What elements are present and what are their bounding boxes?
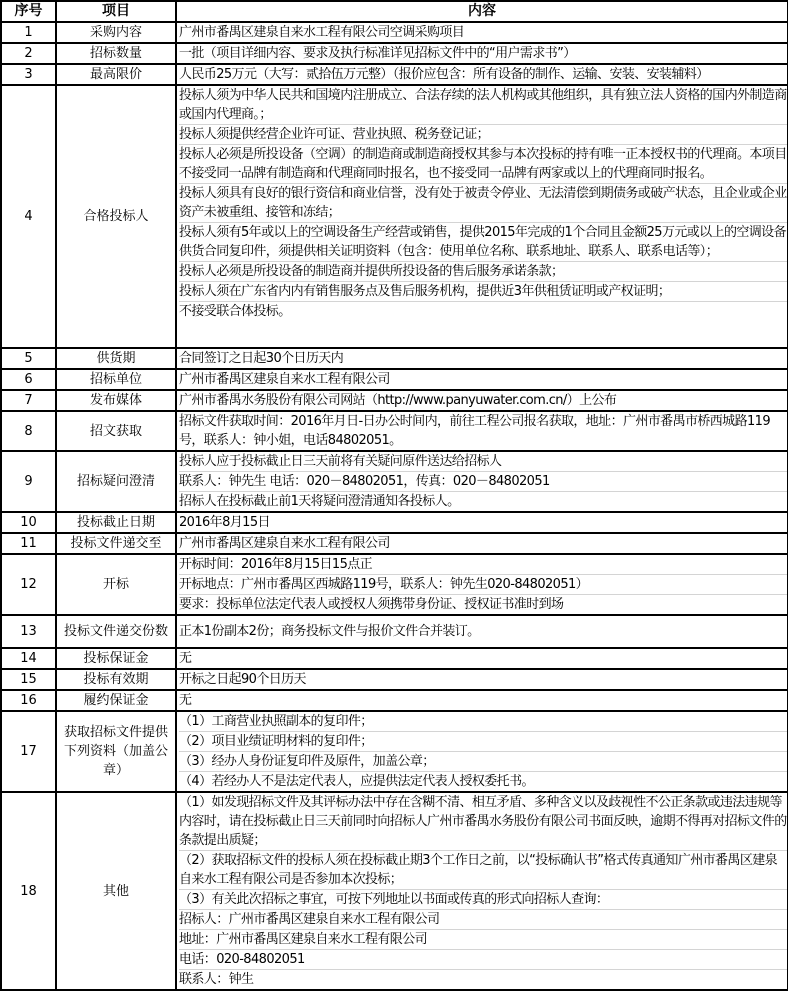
row-content <box>176 348 788 369</box>
table-header <box>1 1 788 22</box>
row-item: 投标保证金 <box>56 648 176 669</box>
content-paragraph: 电话：020-84802051 <box>179 950 787 970</box>
row-item: 获取招标文件提供下列资料（加盖公章） <box>56 711 176 792</box>
row-item: 招标数量 <box>56 43 176 64</box>
row-item: 发布媒体 <box>56 390 176 411</box>
row-content <box>176 43 788 64</box>
content-paragraph: 广州市番禺区建泉自来水工程有限公司 <box>179 536 390 551</box>
row-content <box>176 369 788 390</box>
row-number: 14 <box>1 648 56 669</box>
content-paragraph: 合同签订之日起30个日历天内 <box>179 351 344 366</box>
content-paragraph: 投标人应于投标截止日三天前将有关疑问原件送达给招标人 <box>179 452 787 472</box>
content-paragraph: （3）经办人身份证复印件及原件，加盖公章； <box>179 752 787 772</box>
table-row <box>1 411 788 451</box>
row-number: 1 <box>1 22 56 43</box>
row-content <box>176 64 788 85</box>
row-item: 采购内容 <box>56 22 176 43</box>
row-number: 9 <box>1 451 56 512</box>
content-paragraph: 联系人：钟先生 电话：020－84802051，传真：020－84802051 <box>179 472 787 492</box>
row-item: 投标有效期 <box>56 669 176 690</box>
table-row <box>1 390 788 411</box>
row-content <box>176 690 788 711</box>
row-item: 投标文件递交至 <box>56 533 176 554</box>
row-number: 2 <box>1 43 56 64</box>
content-paragraph: 联系人：钟生 <box>179 972 254 987</box>
row-content <box>176 554 788 615</box>
content-paragraph: 投标人须具有良好的银行资信和商业信誉，没有处于被责令停业、无法清偿到期债务或破产状态，且企业或企业资产未被重组、接管和冻结； <box>179 184 787 223</box>
table-row <box>1 85 788 348</box>
content-paragraph: 开标地点：广州市番禺区西城路119号，联系人：钟先生020-84802051） <box>179 575 787 595</box>
content-paragraph: 2016年8月15日 <box>179 515 270 530</box>
content-paragraph: 招标人在投标截止前1天将疑问澄清通知各投标人。 <box>179 494 460 509</box>
content-paragraph: 不接受联合体投标。 <box>179 304 291 319</box>
row-content <box>176 792 788 990</box>
row-number: 8 <box>1 411 56 451</box>
content-paragraph: 广州市番禺区建泉自来水工程有限公司空调采购项目 <box>179 25 465 40</box>
content-paragraph: 一批（项目详细内容、要求及执行标准详见招标文件中的“用户需求书”） <box>179 46 576 61</box>
row-item: 招标单位 <box>56 369 176 390</box>
content-paragraph: （4）若经办人不是法定代表人，应提供法定代表人授权委托书。 <box>179 774 534 789</box>
content-paragraph: 投标人须提供经营企业许可证、营业执照、税务登记证； <box>179 125 787 145</box>
header-item: 项目 <box>56 1 176 22</box>
row-item: 最高限价 <box>56 64 176 85</box>
row-item: 投标文件递交份数 <box>56 615 176 648</box>
content-paragraph: （1）如发现招标文件及其评标办法中存在含糊不清、相互矛盾、多种含义以及歧视性不公正条款或违法违规等内容时，请在投标截止日三天前同时向招标人广州市番禺水务股份有限公司书面反映，逾期不得再对招标文件的条款提出质疑； <box>179 793 787 851</box>
row-content <box>176 411 788 451</box>
content-paragraph: 投标人须在广东省内内有销售服务点及售后服务机构，提供近3年供租赁证明或产权证明； <box>179 282 787 302</box>
content-paragraph: 投标人须为中华人民共和国境内注册成立、合法存续的法人机构或其他组织，具有独立法人资格的国内外制造商或国内代理商。； <box>179 86 787 125</box>
row-item: 招标疑问澄清 <box>56 451 176 512</box>
table-row <box>1 512 788 533</box>
table-row <box>1 669 788 690</box>
table-row <box>1 533 788 554</box>
row-content <box>176 648 788 669</box>
header-content: 内容 <box>176 1 788 22</box>
content-paragraph: 正本1份副本2份；商务投标文件与报价文件合并装订。 <box>179 624 480 639</box>
row-content <box>176 711 788 792</box>
content-paragraph: 开标之日起90个日历天 <box>179 672 306 687</box>
content-paragraph: 招标人：广州市番禺区建泉自来水工程有限公司 <box>179 910 787 930</box>
table-row <box>1 648 788 669</box>
content-paragraph: 无 <box>179 651 192 666</box>
content-paragraph: （2）项目业绩证明材料的复印件； <box>179 732 787 752</box>
row-item: 履约保证金 <box>56 690 176 711</box>
row-number: 17 <box>1 711 56 792</box>
row-number: 10 <box>1 512 56 533</box>
table-row <box>1 22 788 43</box>
content-paragraph: 广州市番禺水务股份有限公司网站（http://www.panyuwater.com.cn/）上公布 <box>179 393 617 408</box>
content-paragraph: 要求：投标单位法定代表人或授权人须携带身份证、授权证书准时到场 <box>179 597 564 612</box>
row-number: 12 <box>1 554 56 615</box>
table-row <box>1 43 788 64</box>
content-paragraph: （2）获取招标文件的投标人须在投标截止期3个工作日之前，以“投标确认书”格式传真通知广州市番禺区建泉自来水工程有限公司是否参加本次投标； <box>179 851 787 890</box>
row-item: 招文获取 <box>56 411 176 451</box>
row-number: 7 <box>1 390 56 411</box>
row-number: 5 <box>1 348 56 369</box>
row-item: 合格投标人 <box>56 85 176 348</box>
row-item: 开标 <box>56 554 176 615</box>
content-paragraph: （3）有关此次招标之事宜，可按下列地址以书面或传真的形式向招标人查询： <box>179 890 787 910</box>
row-number: 18 <box>1 792 56 990</box>
row-item: 投标截止日期 <box>56 512 176 533</box>
row-number: 15 <box>1 669 56 690</box>
row-number: 3 <box>1 64 56 85</box>
table-row <box>1 369 788 390</box>
content-paragraph: 投标人须有5年或以上的空调设备生产经营或销售，提供2015年完成的1个合同且金额25万元或以上的空调设备供货合同复印件，须提供相关证明资料（包含：使用单位名称、联系地址、联系人、联系电话等）； <box>179 223 787 262</box>
content-paragraph: （1）工商营业执照副本的复印件； <box>179 712 787 732</box>
row-number: 16 <box>1 690 56 711</box>
row-content <box>176 669 788 690</box>
row-content <box>176 512 788 533</box>
row-number: 4 <box>1 85 56 348</box>
content-paragraph: 投标人必须是所投设备的制造商并提供所投设备的售后服务承诺条款； <box>179 262 787 282</box>
content-paragraph: 招标文件获取时间：2016年月日-日办公时间内，前往工程公司报名获取，地址：广州市番禺市桥西城路119号，联系人：钟小姐，电话84802051。 <box>179 414 770 448</box>
content-paragraph: 广州市番禺区建泉自来水工程有限公司 <box>179 372 390 387</box>
table-row <box>1 615 788 648</box>
content-paragraph: 投标人必须是所投设备（空调）的制造商或制造商授权其参与本次投标的持有唯一正本授权书的代理商。本项目不接受同一品牌有制造商和代理商同时报名，也不接受同一品牌有两家或以上的代理商同时报名。 <box>179 145 787 184</box>
table-row <box>1 792 788 990</box>
row-content <box>176 533 788 554</box>
table-row <box>1 690 788 711</box>
content-paragraph: 无 <box>179 693 192 708</box>
row-item: 供货期 <box>56 348 176 369</box>
content-paragraph: 人民币25万元（大写：贰拾伍万元整）（报价应包含：所有设备的制作、运输、安装、安装辅料） <box>179 67 709 82</box>
row-content <box>176 85 788 348</box>
table-row <box>1 348 788 369</box>
header-no: 序号 <box>1 1 56 22</box>
table-row <box>1 711 788 792</box>
table-row <box>1 451 788 512</box>
row-number: 6 <box>1 369 56 390</box>
table-row <box>1 554 788 615</box>
table-row <box>1 64 788 85</box>
row-number: 13 <box>1 615 56 648</box>
row-content <box>176 615 788 648</box>
content-paragraph: 地址：广州市番禺区建泉自来水工程有限公司 <box>179 930 787 950</box>
content-paragraph: 开标时间：2016年8月15日15点正 <box>179 555 787 575</box>
row-content <box>176 390 788 411</box>
row-content <box>176 22 788 43</box>
row-item: 其他 <box>56 792 176 990</box>
row-content <box>176 451 788 512</box>
row-number: 11 <box>1 533 56 554</box>
